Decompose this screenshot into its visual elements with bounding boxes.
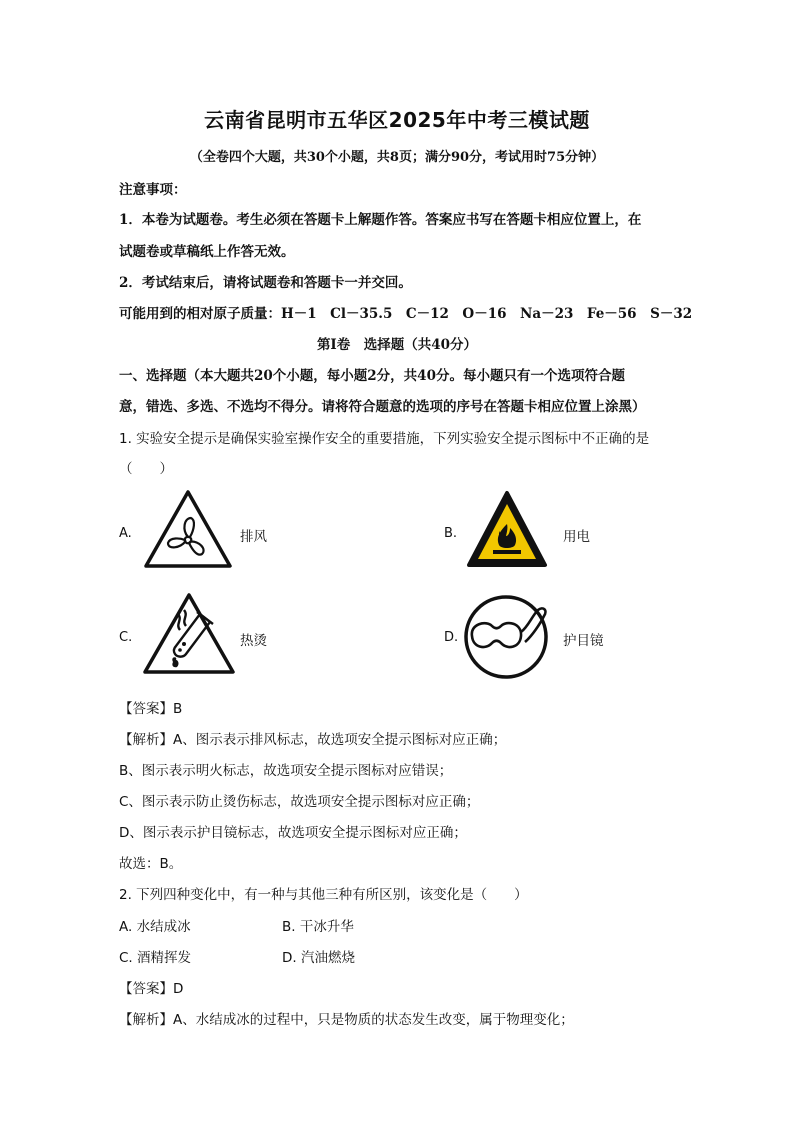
section-title: 第Ⅰ卷 选择题（共40分） [316,337,478,353]
q1-analysis-line-5: 故选：B。 [119,856,183,872]
q2-answer: 【答案】D [119,981,184,997]
atomic-mass-line: 可能用到的相对原子质量：H－1 Cl－35.5 C－12 O－16 Na－23 Fe－56 S－32 [119,306,693,322]
notice-item-1-line-1: 1．本卷为试题卷。考生必须在答题卡上解题作答。答案应书写在答题卡相应位置上，在 [119,212,642,228]
notice-item-1-line-2: 试题卷或草稿纸上作答无效。 [119,244,295,260]
q1-option-b-label: 用电 [563,529,590,545]
q2-option-a: A. 水结成冰 [119,919,191,935]
section-instruction-line-2: 意，错选、多选、不选均不得分。请将符合题意的选项的序号在答题卡相应位置上涂黑） [119,399,646,415]
q1-option-a-letter: A. [119,526,132,541]
question-2-stem: 2. 下列四种变化中，有一种与其他三种有所区别，该变化是（ ） [119,887,528,903]
notice-heading: 注意事项： [119,182,187,198]
q2-analysis-line-1: 【解析】A、水结成冰的过程中，只是物质的状态发生改变，属于物理变化； [119,1012,574,1028]
exam-subtitle: （全卷四个大题，共30个小题，共8页；满分90分，考试用时75分钟） [189,150,605,165]
q1-answer: 【答案】B [119,701,183,717]
section-instruction-line-1: 一、选择题（本大题共20个小题，每小题2分，共40分。每小题只有一个选项符合题 [119,368,625,384]
question-1-stem-line-2: （ ） [119,461,173,477]
q1-analysis-line-4: D、图示表示护目镜标志，故选项安全提示图标对应正确； [119,825,467,841]
q1-option-d-label: 护目镜 [563,633,604,649]
q1-analysis-line-1: 【解析】A、图示表示排风标志，故选项安全提示图标对应正确； [119,732,507,748]
question-1-stem-line-1: 1. 实验安全提示是确保实验室操作安全的重要措施，下列实验安全提示图标中不正确的是 [119,431,650,447]
goggles-sign-icon [462,594,552,680]
q1-option-d-letter: D. [444,630,459,645]
q1-analysis-line-2: B、图示表示明火标志，故选项安全提示图标对应错误； [119,763,453,779]
hot-test-tube-sign-icon [140,590,238,678]
q2-option-b: B. 干冰升华 [282,919,354,935]
q1-option-c-label: 热烫 [240,633,267,649]
q1-option-b-letter: B. [444,526,458,541]
q2-option-c: C. 酒精挥发 [119,950,192,966]
notice-item-2: 2．考试结束后，请将试题卷和答题卡一并交回。 [119,275,412,291]
q1-analysis-line-3: C、图示表示防止烫伤标志，故选项安全提示图标对应正确； [119,794,480,810]
flammable-fire-warning-icon [466,490,548,570]
q1-option-a-label: 排风 [240,529,267,545]
ventilation-fan-sign-icon [142,488,234,572]
exam-title: 云南省昆明市五华区2025年中考三模试题 [204,108,590,132]
q1-option-c-letter: C. [119,630,133,645]
q2-option-d: D. 汽油燃烧 [282,950,355,966]
